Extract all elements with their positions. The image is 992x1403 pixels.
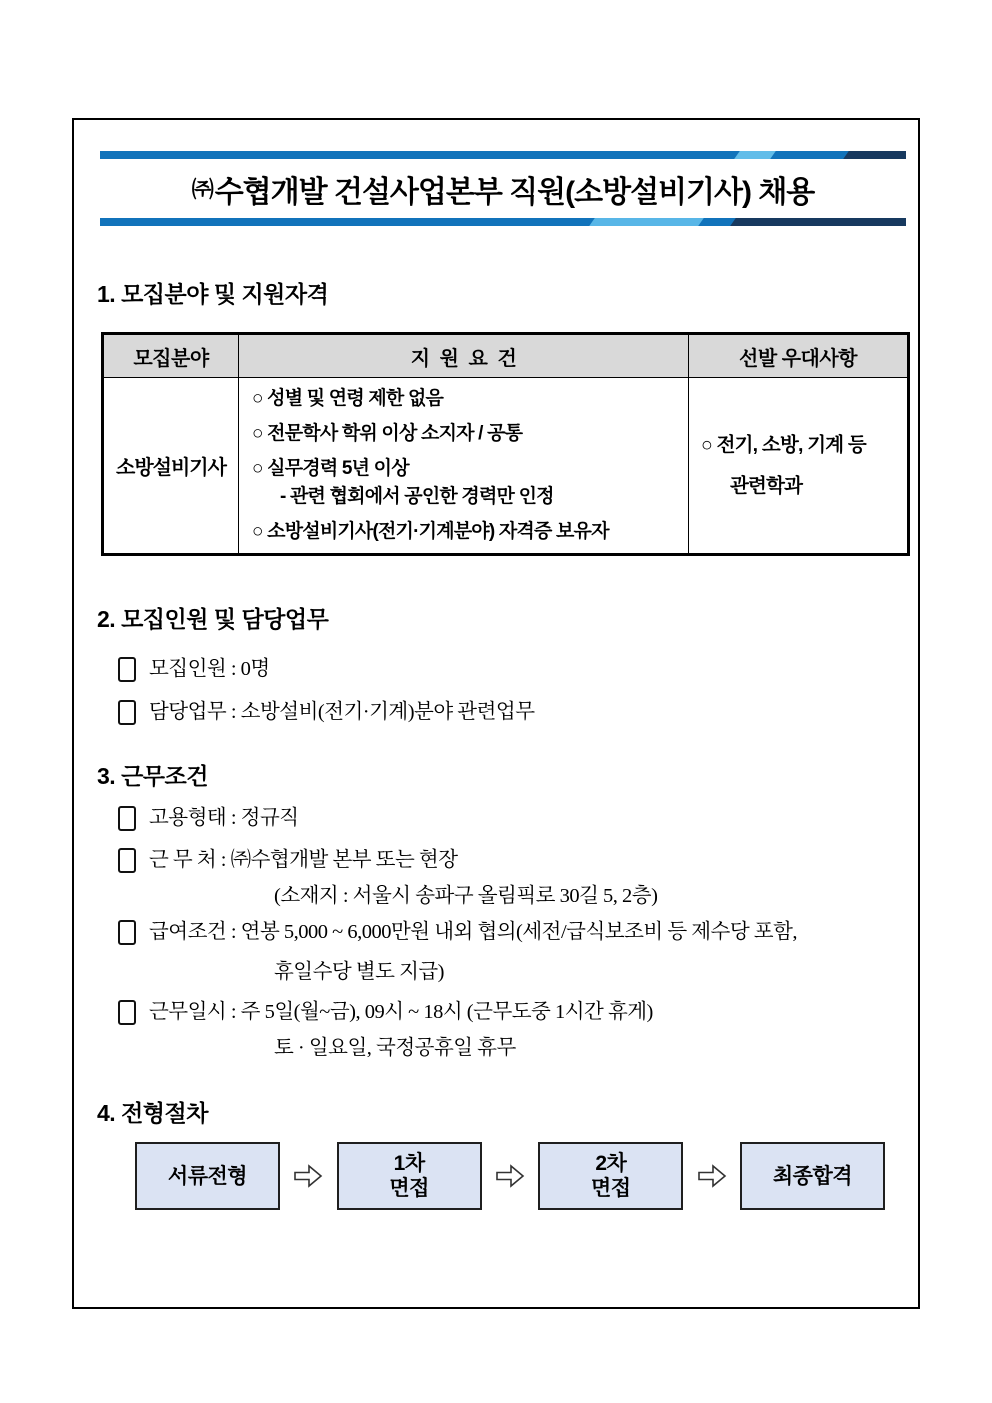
bar-navy-segment <box>841 151 906 159</box>
process-step-first-interview <box>337 1142 482 1210</box>
section1-heading: 1. 모집분야 및 지원자격 <box>97 281 329 307</box>
checkbox-icon <box>118 657 136 682</box>
bar-light-segment <box>587 218 706 226</box>
list-item <box>118 804 918 832</box>
table-header-row <box>103 334 909 378</box>
checkbox-icon <box>118 848 136 873</box>
process-step-label: 1차 <box>393 1152 425 1175</box>
requirement-subline: - 관련 협회에서 공인한 경력만 인정 <box>280 486 554 507</box>
process-step-second-interview <box>538 1142 683 1210</box>
section4-heading: 4. 전형절차 <box>97 1100 208 1126</box>
list-item <box>118 998 918 1026</box>
section3-items <box>118 804 918 1062</box>
section2-heading: 2. 모집인원 및 담당업무 <box>97 606 329 632</box>
header-banner <box>100 151 906 226</box>
list-item-continuation: 휴일수당 별도 지급) <box>274 961 445 983</box>
preference-line: ○ 전기, 소방, 기계 등 <box>701 434 866 456</box>
section2-items <box>118 655 918 726</box>
preference-line: 관련학과 <box>730 475 803 497</box>
document-title <box>100 159 906 218</box>
table-row <box>103 378 909 555</box>
arrow-right-icon <box>494 1162 526 1190</box>
arrow-right-icon <box>292 1162 324 1190</box>
preference-cell <box>689 378 909 555</box>
list-item <box>118 846 918 874</box>
bar-light-segment <box>732 151 778 159</box>
requirement-line: ○ 전문학사 학위 이상 소지자 / 공통 <box>252 423 523 444</box>
list-item-text: 근 무 처 : ㈜수협개발 본부 또는 현장 <box>149 849 458 871</box>
company-symbol: ㈜ <box>191 177 214 202</box>
list-item-continuation: 토 · 일요일, 국정공휴일 휴무 <box>274 1037 516 1059</box>
list-item-continuation: (소재지 : 서울시 송파구 올림픽로 30길 5, 2층) <box>274 885 658 907</box>
section3-heading: 3. 근무조건 <box>97 763 208 789</box>
process-step-label: 면접 <box>389 1177 429 1200</box>
process-step-label: 최종합격 <box>772 1164 853 1188</box>
header-bar-top <box>100 151 906 159</box>
document-title-text: 수협개발 건설사업본부 직원(소방설비기사) 채용 <box>214 175 815 209</box>
field-cell: 소방설비기사 <box>103 378 239 555</box>
requirements-cell <box>239 378 689 555</box>
arrow-right-icon <box>696 1162 728 1190</box>
list-item <box>118 698 918 726</box>
list-item <box>118 655 918 683</box>
recruitment-table <box>101 332 910 556</box>
requirement-line: ○ 소방설비기사(전기·기계분야) 자격증 보유자 <box>252 521 609 542</box>
col-header-field: 모집분야 <box>103 334 239 378</box>
col-header-requirements: 지 원 요 건 <box>239 334 689 378</box>
document-page <box>72 118 920 1309</box>
checkbox-icon <box>118 1000 136 1025</box>
process-step-label: 면접 <box>591 1177 631 1200</box>
process-step-final-pass <box>740 1142 885 1210</box>
checkbox-icon <box>118 806 136 831</box>
list-item-text: 근무일시 : 주 5일(월~금), 09시 ~ 18시 (근무도중 1시간 휴게) <box>149 1001 653 1023</box>
process-step-label: 서류전형 <box>167 1164 248 1188</box>
list-item-text: 고용형태 : 정규직 <box>149 807 299 829</box>
col-header-preference: 선발 우대사항 <box>689 334 909 378</box>
checkbox-icon <box>118 700 136 725</box>
list-item <box>118 918 918 946</box>
process-step-document-screening <box>135 1142 280 1210</box>
list-item-text: 급여조건 : 연봉 5,000 ~ 6,000만원 내외 협의(세전/급식보조비 등 제수당 포함, <box>149 921 798 943</box>
list-item-text: 모집인원 : 0명 <box>149 658 270 680</box>
list-item-text: 담당업무 : 소방설비(전기·기계)분야 관련업무 <box>149 701 535 723</box>
requirement-line: ○ 실무경력 5년 이상 <box>252 458 409 479</box>
checkbox-icon <box>118 920 136 945</box>
selection-process-flow <box>135 1142 885 1210</box>
bar-navy-segment <box>728 218 906 226</box>
requirement-line: ○ 성별 및 연령 제한 없음 <box>252 388 444 409</box>
header-bar-bottom <box>100 218 906 226</box>
process-step-label: 2차 <box>595 1152 627 1175</box>
